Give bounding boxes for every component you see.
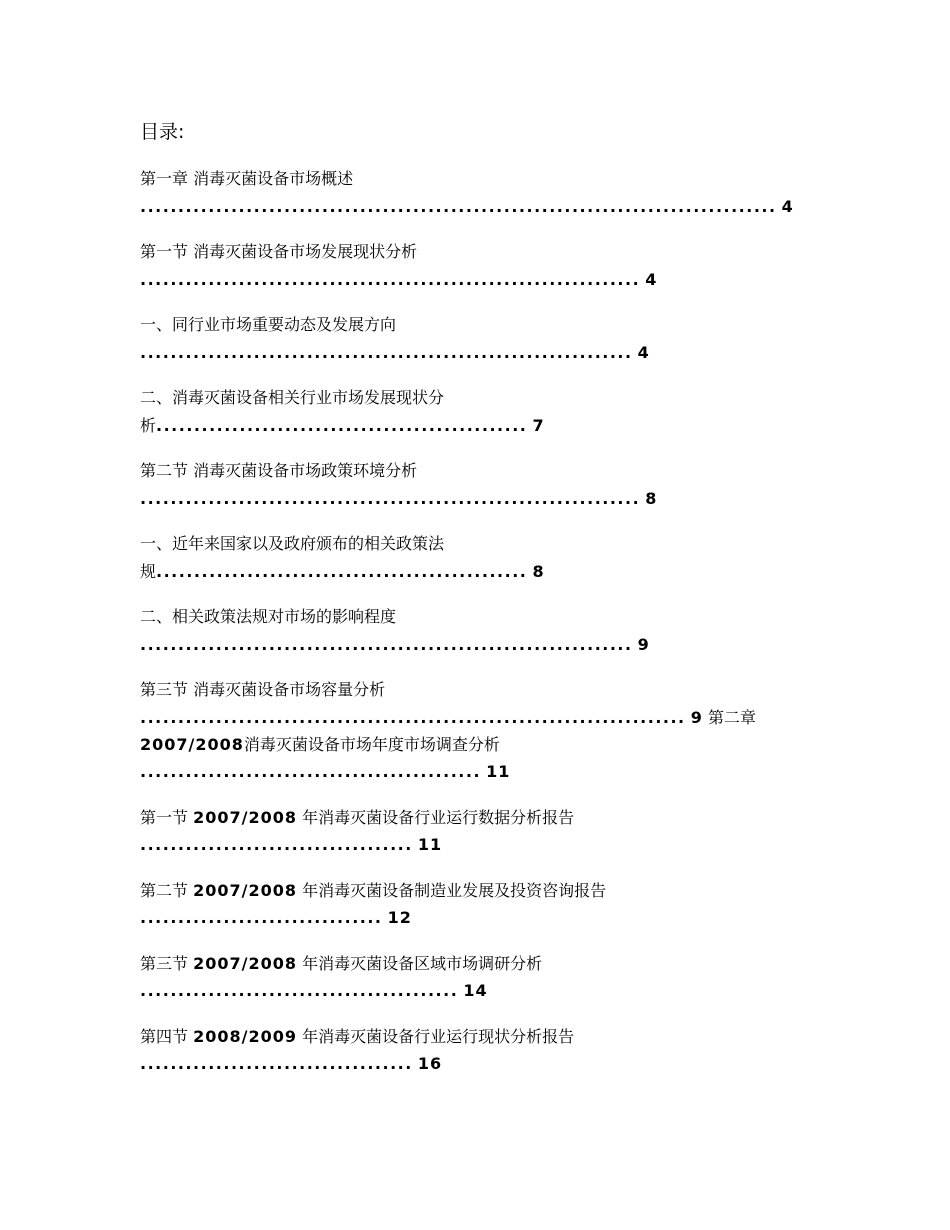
toc-heading: 目录: — [140, 121, 185, 143]
toc-entry-title: 第二节 2007/2008 年消毒灭菌设备制造业发展及投资咨询报告 — [140, 881, 607, 900]
page-number: 9 — [690, 708, 703, 727]
toc-entry-leader: 规................................................. 8 — [140, 562, 545, 581]
dot-leader: ........................................................................ — [140, 708, 686, 727]
toc-entry-leader — [140, 980, 488, 1002]
page-number: 8 — [532, 562, 545, 581]
toc-entry-leader — [140, 634, 650, 656]
toc-entry-title: 二、消毒灭菌设备相关行业市场发展现状分 — [140, 388, 445, 407]
dot-leader: .................................... — [140, 1054, 413, 1073]
year-range: 2007/2008 — [193, 881, 297, 900]
dot-leader: ................................................................. — [140, 635, 633, 654]
toc-entry-title: 第一章 消毒灭菌设备市场概述 — [140, 169, 354, 188]
dot-leader: .................................................................................... — [140, 197, 777, 216]
year-range: 2008/2009 — [193, 1027, 297, 1046]
year-range: 2007/2008 — [193, 954, 297, 973]
toc-entry-title: 一、近年来国家以及政府颁布的相关政策法 — [140, 534, 445, 553]
toc-entry-leader — [140, 834, 442, 856]
dot-leader: .......................................... — [140, 981, 459, 1000]
page-number: 8 — [645, 489, 658, 508]
chapter-title: 第二章 — [702, 708, 756, 727]
toc-entry-leader — [140, 907, 412, 929]
toc-entry-title: 第一节 2007/2008 年消毒灭菌设备行业运行数据分析报告 — [140, 808, 575, 827]
page-number: 14 — [463, 981, 488, 1000]
toc-entry-title: 第一节 消毒灭菌设备市场发展现状分析 — [140, 242, 418, 261]
dot-leader: ................................................................. — [140, 343, 633, 362]
page-number: 16 — [417, 1054, 443, 1073]
year-range: 2007/2008 — [140, 735, 244, 754]
page-number: 4 — [637, 343, 650, 362]
year-range: 2007/2008 — [193, 808, 297, 827]
page-number: 9 — [637, 635, 650, 654]
dot-leader: .................................................................. — [140, 489, 641, 508]
toc-entry-leader — [140, 707, 756, 729]
toc-entry-leader — [140, 488, 657, 510]
page-number: 7 — [532, 416, 545, 435]
page-number: 11 — [417, 835, 443, 854]
page-number: 4 — [645, 270, 658, 289]
page-number: 11 — [486, 762, 511, 781]
toc-entry-leader: 析................................................. 7 — [140, 416, 545, 435]
toc-entry-leader — [140, 196, 794, 218]
toc-entry-leader — [140, 269, 657, 291]
toc-entry-leader — [140, 1053, 442, 1075]
toc-entry-title: 二、相关政策法规对市场的影响程度 — [140, 607, 397, 626]
toc-entry-leader — [140, 761, 510, 783]
toc-entry-title: 一、同行业市场重要动态及发展方向 — [140, 315, 397, 334]
dot-leader: ................................................. — [156, 562, 528, 581]
page-number: 12 — [387, 908, 412, 927]
toc-entry-title: 第二节 消毒灭菌设备市场政策环境分析 — [140, 461, 418, 480]
page-number: 4 — [781, 197, 794, 216]
toc-entry-title: 第三节 消毒灭菌设备市场容量分析 — [140, 680, 386, 699]
toc-entry-title: 第三节 2007/2008 年消毒灭菌设备区域市场调研分析 — [140, 954, 543, 973]
toc-entry-title: 2007/2008消毒灭菌设备市场年度市场调查分析 — [140, 735, 500, 754]
toc-entry-leader — [140, 342, 650, 364]
dot-leader: .................................... — [140, 835, 413, 854]
dot-leader: ................................ — [140, 908, 383, 927]
dot-leader: .................................................................. — [140, 270, 641, 289]
dot-leader: ................................................. — [156, 416, 528, 435]
toc-entry-title: 第四节 2008/2009 年消毒灭菌设备行业运行现状分析报告 — [140, 1027, 575, 1046]
dot-leader: ............................................. — [140, 762, 482, 781]
